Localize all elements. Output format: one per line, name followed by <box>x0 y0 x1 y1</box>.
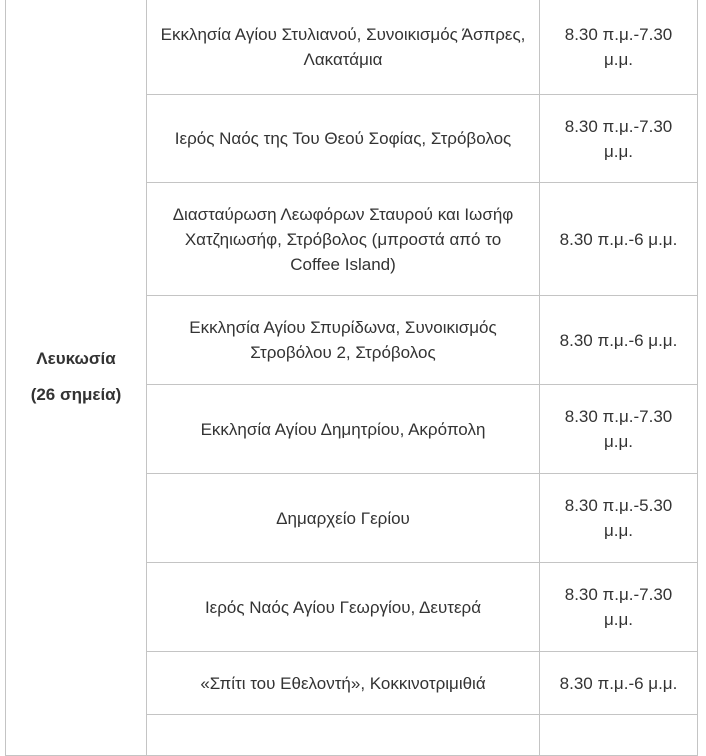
hours-cell: 8.30 π.μ.-7.30 μ.μ. <box>540 385 698 474</box>
hours-cell: 8.30 π.μ.-7.30 μ.μ. <box>540 95 698 183</box>
location-cell <box>147 715 540 756</box>
hours-cell: 8.30 π.μ.-6 μ.μ. <box>540 652 698 715</box>
testing-points-table <box>5 0 698 756</box>
location-cell: Εκκλησία Αγίου Στυλιανού, Συνοικισμός Άσπρες, Λακατάμια <box>147 0 540 95</box>
hours-cell: 8.30 π.μ.-5.30 μ.μ. <box>540 474 698 563</box>
hours-cell: 8.30 π.μ.-7.30 μ.μ. <box>540 563 698 652</box>
location-cell: Ιερός Ναός της Του Θεού Σοφίας, Στρόβολος <box>147 95 540 183</box>
hours-cell: 8.30 π.μ.-6 μ.μ. <box>540 296 698 385</box>
location-cell: Δημαρχείο Γερίου <box>147 474 540 563</box>
table-row <box>6 0 698 95</box>
region-count: (26 σημεία) <box>30 385 122 404</box>
region-cell <box>6 0 147 756</box>
hours-cell: 8.30 π.μ.-7.30 μ.μ. <box>540 0 698 95</box>
testing-points-table-container <box>5 0 697 756</box>
location-cell: Διασταύρωση Λεωφόρων Σταυρού και Ιωσήφ Χατζηιωσήφ, Στρόβολος (μπροστά από το Coffee Island) <box>147 183 540 296</box>
hours-cell <box>540 715 698 756</box>
location-cell: «Σπίτι του Εθελοντή», Κοκκινοτριμιθιά <box>147 652 540 715</box>
hours-cell: 8.30 π.μ.-6 μ.μ. <box>540 183 698 296</box>
location-cell: Ιερός Ναός Αγίου Γεωργίου, Δευτερά <box>147 563 540 652</box>
location-cell: Εκκλησία Αγίου Σπυρίδωνα, Συνοικισμός Στροβόλου 2, Στρόβολος <box>147 296 540 385</box>
region-name: Λευκωσία <box>36 349 116 368</box>
location-cell: Εκκλησία Αγίου Δημητρίου, Ακρόπολη <box>147 385 540 474</box>
